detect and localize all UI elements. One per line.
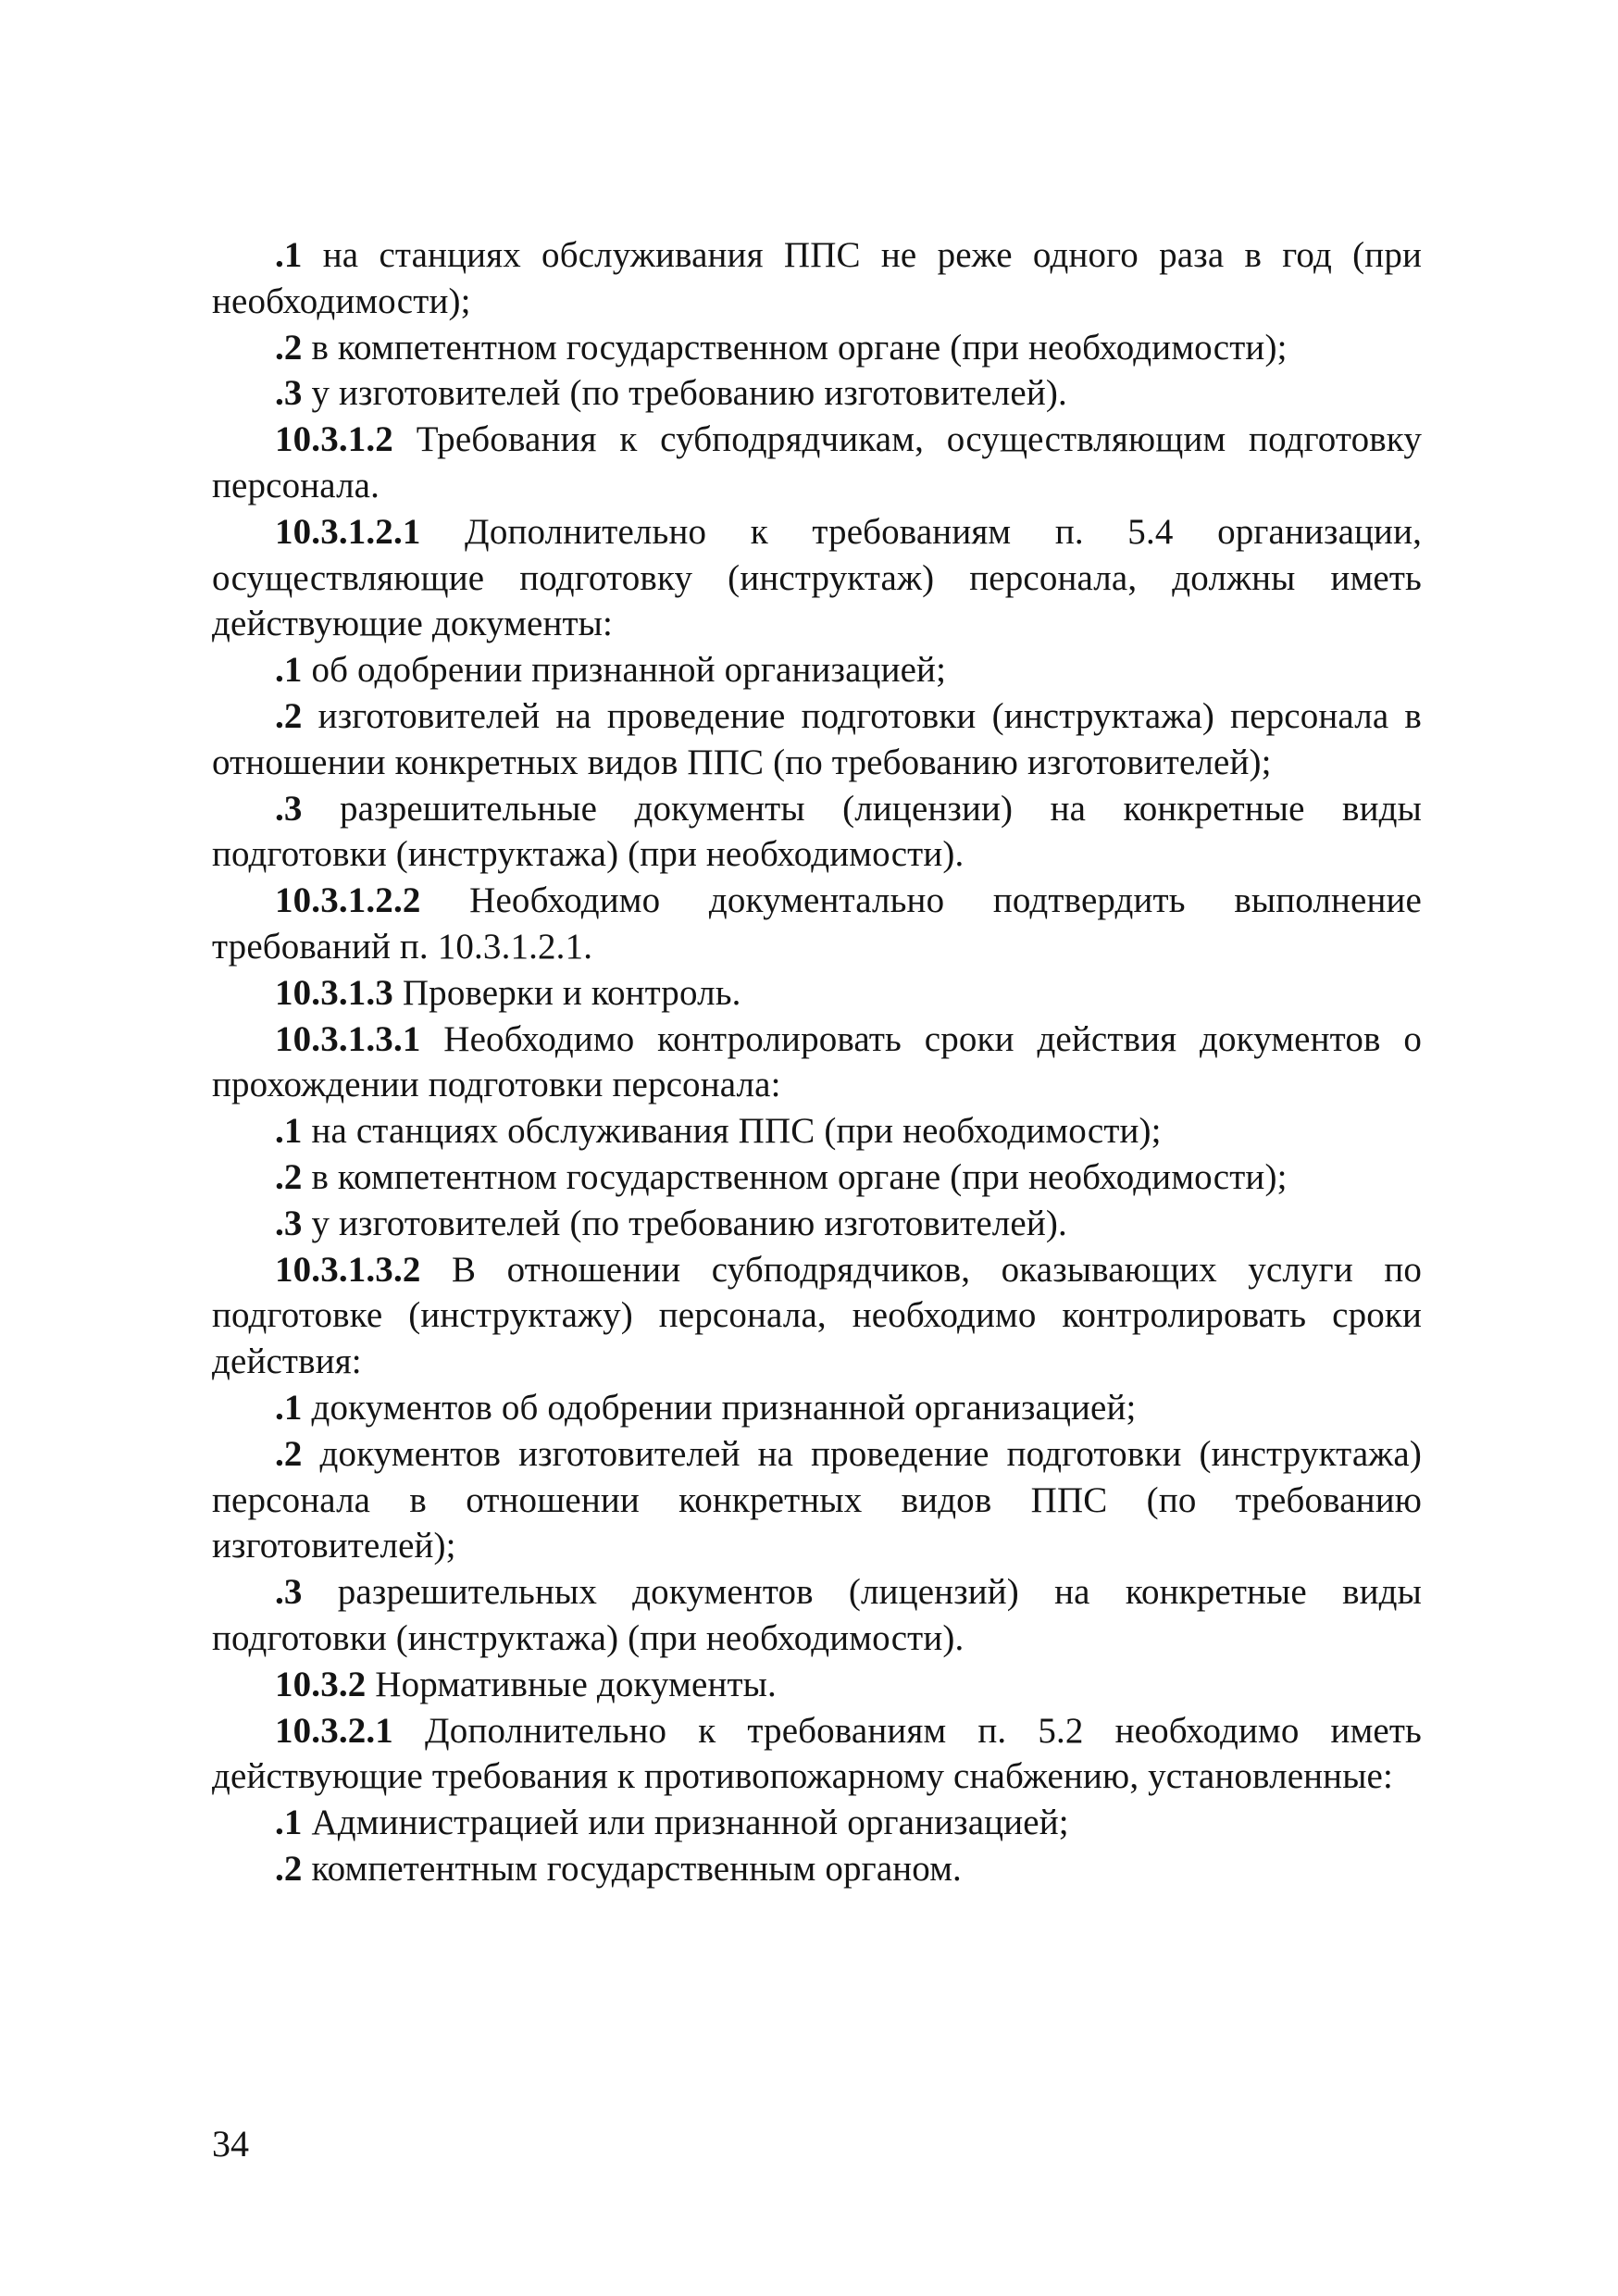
clause-10-3-1-2-2: 10.3.1.2.2 Необходимо документально подтвердить выполнение требований п. 10.3.1.2.1. (212, 880, 1422, 967)
list-item-3: .3 у изготовителей (по требованию изготовителей). (275, 373, 1067, 414)
list-item-2: .2 изготовителей на проведение подготовки (инструктажа) персонала в отношении конкретных видов ППС (по требованию изготовителей); (212, 695, 1422, 782)
list-item-1: .1 на станциях обслуживания ППС (при необходимости); (275, 1111, 1162, 1152)
list-item-2: .2 в компетентном государственном органе (при необходимости); (275, 1156, 1288, 1197)
clause-10-3-1-3: 10.3.1.3 Проверки и контроль. (275, 972, 741, 1013)
document-body (212, 232, 1422, 1892)
list-item-1: .1 Администрацией или признанной организацией; (275, 1803, 1069, 1843)
list-item-2: .2 в компетентном государственном органе (при необходимости); (275, 327, 1288, 368)
list-item-1: .1 документов об одобрении признанной организацией; (275, 1387, 1137, 1428)
list-item-2: .2 компетентным государственным органом. (275, 1848, 962, 1889)
clause-10-3-2-1: 10.3.2.1 Дополнительно к требованиям п. 5.2 необходимо иметь действующие требования к противопожарному снабжению, установленные: (212, 1710, 1422, 1797)
list-item-1: .1 на станциях обслуживания ППС не реже одного раза в год (при необходимости); (212, 235, 1422, 321)
clause-10-3-1-2: 10.3.1.2 Требования к субподрядчикам, осуществляющим подготовку персонала. (212, 419, 1422, 505)
clause-10-3-2: 10.3.2 Нормативные документы. (275, 1664, 777, 1704)
list-item-2: .2 документов изготовителей на проведение подготовки (инструктажа) персонала в отношении конкретных видов ППС (по требованию изготовителей); (212, 1433, 1422, 1566)
clause-10-3-1-3-1: 10.3.1.3.1 Необходимо контролировать сроки действия документов о прохождении подготовки персонала: (212, 1018, 1422, 1105)
clause-10-3-1-2-1: 10.3.1.2.1 Дополнительно к требованиям п. 5.4 организации, осуществляющие подготовку (инструктаж) персонала, должны иметь действующие документы: (212, 511, 1422, 644)
list-item-3: .3 разрешительных документов (лицензий) на конкретные виды подготовки (инструктажа) (при необходимости). (212, 1572, 1422, 1658)
list-item-3: .3 разрешительные документы (лицензии) на конкретные виды подготовки (инструктажа) (при необходимости). (212, 788, 1422, 875)
page-number: 34 (212, 2123, 249, 2165)
list-item-3: .3 у изготовителей (по требованию изготовителей). (275, 1203, 1067, 1243)
clause-10-3-1-3-2: 10.3.1.3.2 В отношении субподрядчиков, оказывающих услуги по подготовке (инструктажу) персонала, необходимо контролировать сроки действия: (212, 1249, 1422, 1382)
list-item-1: .1 об одобрении признанной организацией; (275, 650, 947, 691)
